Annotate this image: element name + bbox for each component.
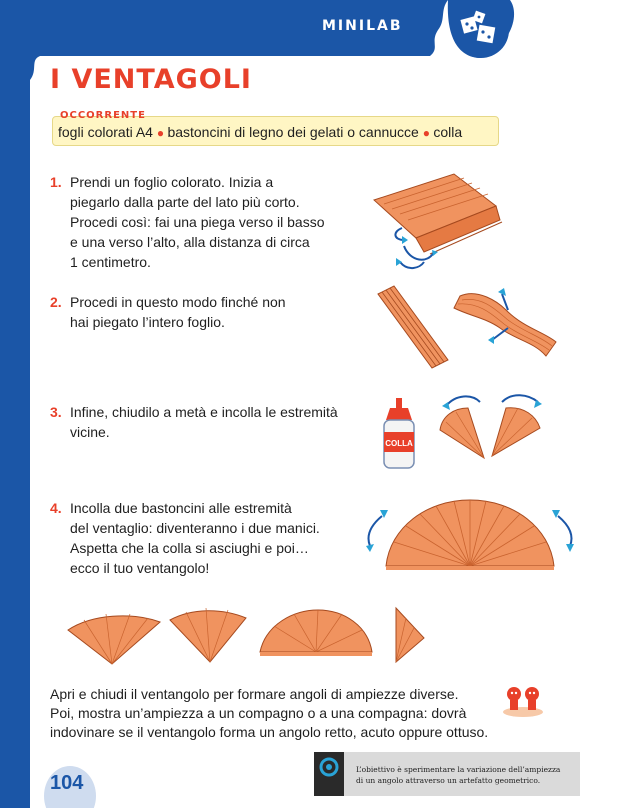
instructions-line: Apri e chiudi il ventangolo per formare angoli di ampiezze diverse.: [50, 686, 459, 702]
step-3: [50, 402, 338, 442]
material-item: bastoncini di legno dei gelati o cannucce: [167, 124, 419, 140]
materials-label: OCCORRENTE: [60, 110, 146, 121]
glue-bottle-illustration: [374, 398, 424, 472]
step-text: vicine.: [70, 424, 110, 440]
minilab-icon: [456, 8, 506, 52]
page-title: I VENTAGOLI: [50, 64, 252, 95]
material-item: fogli colorati A4: [58, 124, 153, 140]
step-text: Infine, chiudilo a metà e incolla le estremità: [70, 404, 338, 420]
step-text: ecco il tuo ventangolo!: [70, 560, 210, 576]
teacher-note: [356, 764, 560, 786]
step-number: 4.: [50, 500, 62, 516]
instructions-line: Poi, mostra un’ampiezza a un compagno o a una compagna: dovrà: [50, 705, 467, 721]
step-text: del ventaglio: diventeranno i due manici.: [70, 520, 320, 536]
step-text: Procedi in questo modo finché non: [70, 294, 286, 310]
step-text: Prendi un foglio colorato. Inizia a: [70, 174, 274, 190]
header-label: MINILAB: [322, 18, 403, 34]
step-text: Incolla due bastoncini alle estremità: [70, 500, 292, 516]
step-2: [50, 292, 286, 332]
step-number: 1.: [50, 174, 62, 190]
target-icon: [318, 756, 340, 778]
pair-work-icon: [500, 684, 546, 718]
instructions-text: [50, 685, 488, 742]
materials-list: [58, 124, 462, 140]
step-1: [50, 172, 324, 272]
step-text: hai piegato l’intero foglio.: [70, 314, 225, 330]
page-number: 104: [50, 772, 84, 794]
teacher-note-line: L’obiettivo è sperimentare la variazione dell’ampiezza: [356, 765, 561, 774]
open-fan-illustration: [360, 488, 580, 580]
step-text: piegarlo dalla parte del lato più corto.: [70, 194, 300, 210]
glue-label: COLLA: [385, 439, 413, 448]
half-fan-illustration: [432, 386, 552, 466]
bullet-icon: ●: [422, 126, 434, 140]
material-item: colla: [433, 124, 463, 140]
teacher-note-line: di un angolo attraverso un artefatto geometrico.: [356, 776, 541, 785]
pleated-paper-illustration: [374, 282, 564, 382]
step-text: e una verso l’alto, alla distanza di circa: [70, 234, 310, 250]
step-number: 2.: [50, 294, 62, 310]
fan-angles-illustration: [62, 600, 462, 670]
step-text: Procedi così: fai una piega verso il basso: [70, 214, 325, 230]
step-text: 1 centimetro.: [70, 254, 151, 270]
instructions-line: indovinare se il ventangolo forma un angolo retto, acuto oppure ottuso.: [50, 724, 489, 740]
step-4: [50, 498, 320, 578]
bullet-icon: ●: [156, 126, 168, 140]
folding-paper-illustration: [370, 166, 510, 278]
step-text: Aspetta che la colla si asciughi e poi…: [70, 540, 309, 556]
step-number: 3.: [50, 404, 62, 420]
